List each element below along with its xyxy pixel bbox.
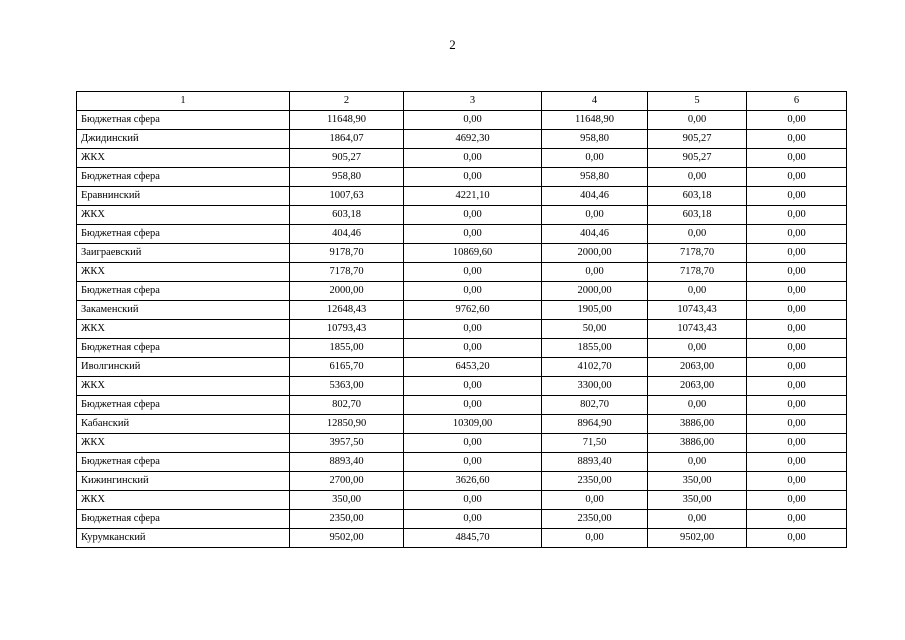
- value-cell: 802,70: [290, 396, 404, 415]
- value-cell: 2350,00: [290, 510, 404, 529]
- row-label-cell: ЖКХ: [77, 320, 290, 339]
- column-header: 2: [290, 92, 404, 111]
- value-cell: 2700,00: [290, 472, 404, 491]
- value-cell: 0,00: [747, 187, 847, 206]
- value-cell: 905,27: [648, 130, 747, 149]
- value-cell: 3957,50: [290, 434, 404, 453]
- value-cell: 404,46: [542, 187, 648, 206]
- value-cell: 3886,00: [648, 415, 747, 434]
- value-cell: 0,00: [747, 206, 847, 225]
- value-cell: 0,00: [747, 472, 847, 491]
- value-cell: 10869,60: [404, 244, 542, 263]
- value-cell: 0,00: [404, 320, 542, 339]
- value-cell: 0,00: [648, 168, 747, 187]
- value-cell: 603,18: [648, 187, 747, 206]
- table-row: [77, 111, 847, 130]
- table-row: [77, 244, 847, 263]
- table-row: [77, 491, 847, 510]
- value-cell: 0,00: [747, 111, 847, 130]
- value-cell: 404,46: [290, 225, 404, 244]
- row-label-cell: ЖКХ: [77, 263, 290, 282]
- row-label-cell: Бюджетная сфера: [77, 168, 290, 187]
- value-cell: 9762,60: [404, 301, 542, 320]
- value-cell: 0,00: [542, 529, 648, 548]
- value-cell: 0,00: [648, 225, 747, 244]
- table-row: [77, 282, 847, 301]
- value-cell: 4102,70: [542, 358, 648, 377]
- value-cell: 404,46: [542, 225, 648, 244]
- table-row: [77, 434, 847, 453]
- value-cell: 1864,07: [290, 130, 404, 149]
- table-row: [77, 301, 847, 320]
- value-cell: 8893,40: [290, 453, 404, 472]
- value-cell: 0,00: [747, 168, 847, 187]
- value-cell: 8964,90: [542, 415, 648, 434]
- column-header: 3: [404, 92, 542, 111]
- table-row: [77, 358, 847, 377]
- value-cell: 4221,10: [404, 187, 542, 206]
- value-cell: 0,00: [747, 263, 847, 282]
- value-cell: 4692,30: [404, 130, 542, 149]
- column-header: 1: [77, 92, 290, 111]
- row-label-cell: Бюджетная сфера: [77, 453, 290, 472]
- value-cell: 0,00: [542, 206, 648, 225]
- table-row: [77, 149, 847, 168]
- row-label-cell: Кижингинский: [77, 472, 290, 491]
- value-cell: 0,00: [747, 149, 847, 168]
- value-cell: 0,00: [404, 491, 542, 510]
- row-label-cell: Бюджетная сфера: [77, 339, 290, 358]
- value-cell: 0,00: [404, 453, 542, 472]
- row-label-cell: Кабанский: [77, 415, 290, 434]
- value-cell: 0,00: [542, 149, 648, 168]
- value-cell: 0,00: [404, 282, 542, 301]
- table-row: [77, 263, 847, 282]
- value-cell: 958,80: [542, 168, 648, 187]
- value-cell: 2063,00: [648, 358, 747, 377]
- row-label-cell: Курумканский: [77, 529, 290, 548]
- value-cell: 1855,00: [290, 339, 404, 358]
- value-cell: 2350,00: [542, 472, 648, 491]
- data-table: [76, 91, 847, 548]
- value-cell: 0,00: [404, 149, 542, 168]
- value-cell: 0,00: [648, 339, 747, 358]
- value-cell: 2000,00: [290, 282, 404, 301]
- row-label-cell: ЖКХ: [77, 149, 290, 168]
- table-row: [77, 320, 847, 339]
- row-label-cell: ЖКХ: [77, 491, 290, 510]
- value-cell: 2000,00: [542, 244, 648, 263]
- value-cell: 2063,00: [648, 377, 747, 396]
- row-label-cell: Бюджетная сфера: [77, 396, 290, 415]
- value-cell: 0,00: [404, 263, 542, 282]
- table-row: [77, 339, 847, 358]
- column-header: 4: [542, 92, 648, 111]
- column-header: 5: [648, 92, 747, 111]
- value-cell: 1855,00: [542, 339, 648, 358]
- value-cell: 905,27: [290, 149, 404, 168]
- value-cell: 2000,00: [542, 282, 648, 301]
- table-row: [77, 529, 847, 548]
- value-cell: 350,00: [648, 491, 747, 510]
- value-cell: 0,00: [747, 130, 847, 149]
- row-label-cell: Джидинский: [77, 130, 290, 149]
- table-row: [77, 130, 847, 149]
- value-cell: 0,00: [404, 339, 542, 358]
- value-cell: 0,00: [747, 225, 847, 244]
- value-cell: 0,00: [404, 168, 542, 187]
- value-cell: 0,00: [747, 415, 847, 434]
- value-cell: 6165,70: [290, 358, 404, 377]
- value-cell: 3300,00: [542, 377, 648, 396]
- value-cell: 603,18: [648, 206, 747, 225]
- value-cell: 6453,20: [404, 358, 542, 377]
- value-cell: 350,00: [648, 472, 747, 491]
- value-cell: 3886,00: [648, 434, 747, 453]
- value-cell: 603,18: [290, 206, 404, 225]
- table-row: [77, 510, 847, 529]
- value-cell: 0,00: [542, 491, 648, 510]
- row-label-cell: Бюджетная сфера: [77, 225, 290, 244]
- value-cell: 0,00: [648, 111, 747, 130]
- value-cell: 0,00: [648, 396, 747, 415]
- value-cell: 958,80: [542, 130, 648, 149]
- value-cell: 3626,60: [404, 472, 542, 491]
- value-cell: 0,00: [404, 434, 542, 453]
- value-cell: 0,00: [747, 510, 847, 529]
- value-cell: 0,00: [404, 396, 542, 415]
- row-label-cell: Еравнинский: [77, 187, 290, 206]
- row-label-cell: Бюджетная сфера: [77, 111, 290, 130]
- value-cell: 0,00: [648, 510, 747, 529]
- table-row: [77, 225, 847, 244]
- table-row: [77, 453, 847, 472]
- value-cell: 0,00: [747, 301, 847, 320]
- value-cell: 10309,00: [404, 415, 542, 434]
- table-header: [77, 92, 847, 111]
- value-cell: 9178,70: [290, 244, 404, 263]
- value-cell: 905,27: [648, 149, 747, 168]
- value-cell: 8893,40: [542, 453, 648, 472]
- value-cell: 0,00: [747, 434, 847, 453]
- value-cell: 958,80: [290, 168, 404, 187]
- value-cell: 0,00: [747, 244, 847, 263]
- table-row: [77, 396, 847, 415]
- row-label-cell: ЖКХ: [77, 434, 290, 453]
- value-cell: 0,00: [648, 282, 747, 301]
- value-cell: 7178,70: [648, 263, 747, 282]
- value-cell: 802,70: [542, 396, 648, 415]
- value-cell: 0,00: [747, 396, 847, 415]
- value-cell: 11648,90: [542, 111, 648, 130]
- value-cell: 1007,63: [290, 187, 404, 206]
- value-cell: 7178,70: [648, 244, 747, 263]
- value-cell: 0,00: [404, 377, 542, 396]
- table-header-row: [77, 92, 847, 111]
- row-label-cell: Иволгинский: [77, 358, 290, 377]
- value-cell: 5363,00: [290, 377, 404, 396]
- value-cell: 0,00: [747, 453, 847, 472]
- value-cell: 4845,70: [404, 529, 542, 548]
- table-row: [77, 415, 847, 434]
- value-cell: 0,00: [747, 529, 847, 548]
- value-cell: 50,00: [542, 320, 648, 339]
- value-cell: 71,50: [542, 434, 648, 453]
- value-cell: 0,00: [747, 491, 847, 510]
- value-cell: 7178,70: [290, 263, 404, 282]
- value-cell: 350,00: [290, 491, 404, 510]
- value-cell: 0,00: [747, 339, 847, 358]
- row-label-cell: ЖКХ: [77, 377, 290, 396]
- table-row: [77, 206, 847, 225]
- table-row: [77, 377, 847, 396]
- value-cell: 9502,00: [290, 529, 404, 548]
- value-cell: 0,00: [648, 453, 747, 472]
- value-cell: 0,00: [542, 263, 648, 282]
- row-label-cell: Заиграевский: [77, 244, 290, 263]
- row-label-cell: ЖКХ: [77, 206, 290, 225]
- value-cell: 0,00: [404, 206, 542, 225]
- value-cell: 2350,00: [542, 510, 648, 529]
- value-cell: 1905,00: [542, 301, 648, 320]
- value-cell: 0,00: [404, 111, 542, 130]
- value-cell: 9502,00: [648, 529, 747, 548]
- value-cell: 12648,43: [290, 301, 404, 320]
- table-row: [77, 187, 847, 206]
- value-cell: 0,00: [404, 225, 542, 244]
- row-label-cell: Бюджетная сфера: [77, 282, 290, 301]
- value-cell: 0,00: [747, 358, 847, 377]
- value-cell: 0,00: [747, 320, 847, 339]
- table-row: [77, 168, 847, 187]
- value-cell: 11648,90: [290, 111, 404, 130]
- column-header: 6: [747, 92, 847, 111]
- value-cell: 10743,43: [648, 320, 747, 339]
- value-cell: 0,00: [747, 377, 847, 396]
- row-label-cell: Бюджетная сфера: [77, 510, 290, 529]
- table-row: [77, 472, 847, 491]
- value-cell: 10743,43: [648, 301, 747, 320]
- page-number: 2: [449, 37, 456, 52]
- table-body: [77, 111, 847, 548]
- value-cell: 10793,43: [290, 320, 404, 339]
- value-cell: 12850,90: [290, 415, 404, 434]
- value-cell: 0,00: [404, 510, 542, 529]
- value-cell: 0,00: [747, 282, 847, 301]
- row-label-cell: Закаменский: [77, 301, 290, 320]
